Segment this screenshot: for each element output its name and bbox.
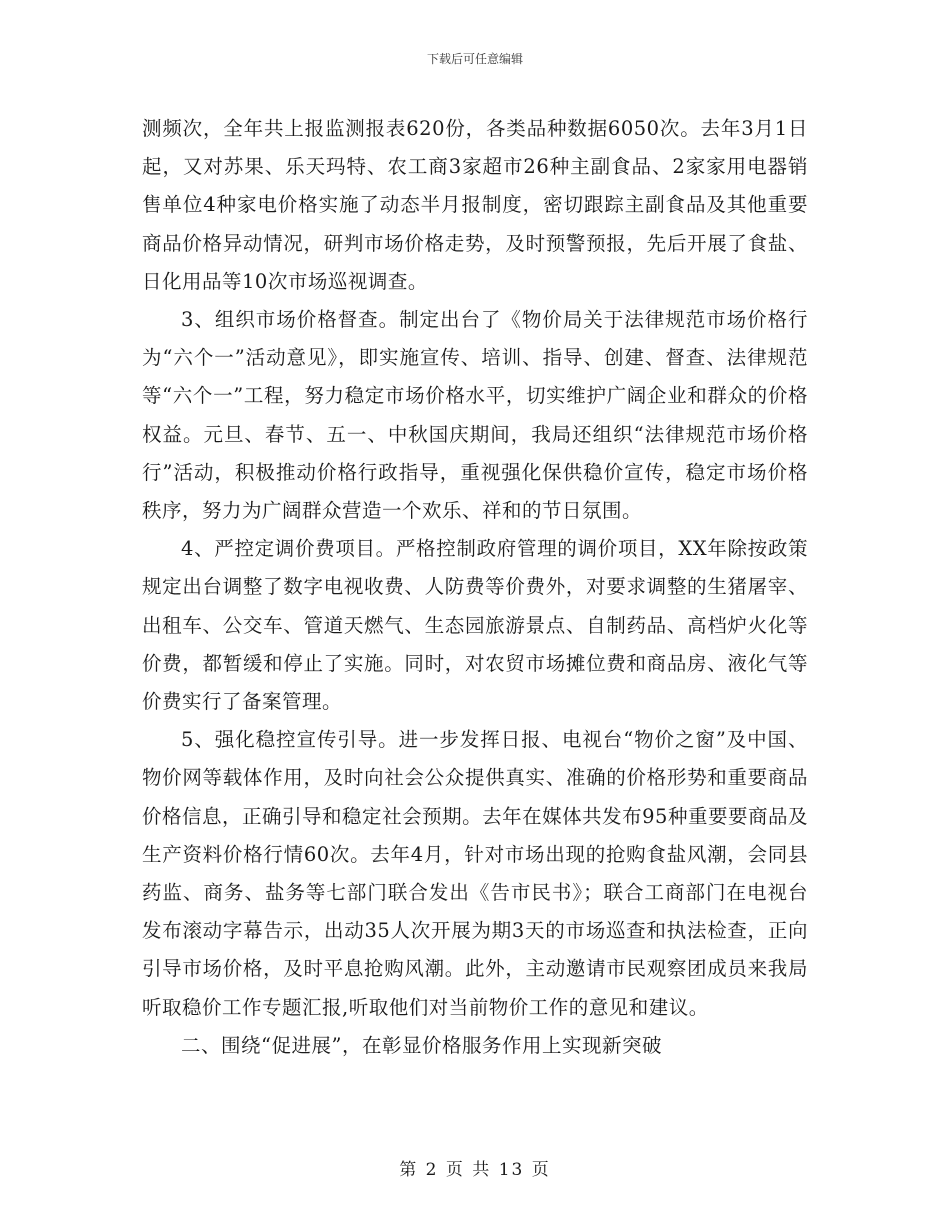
paragraph-2: 3、组织市场价格督查。制定出台了《物价局关于法律规范市场价格行为“六个一”活动意见》，即实施宣传、培训、指导、创建、督查、法律规范等“六个一”工程，努力稳定市场价格水平，切实维护广阔企业和群众的价格权益。元旦、春节、五一、中秋国庆期间，我局还组织“法律规范市场价格行”活动，积极推动价格行政指导，重视强化保供稳价宣传，稳定市场价格秩序，努力为广阔群众营造一个欢乐、祥和的节日氛围。 [142,308,808,523]
page-header: 下载后可任意编辑 [426,52,523,66]
paragraph-4: 5、强化稳控宣传引导。进一步发挥日报、电视台“物价之窗”及中国、物价网等载体作用，及时向社会公众提供真实、准确的价格形势和重要商品价格信息，正确引导和稳定社会预期。去年在媒体共发布95种重要要商品及生产资料价格行情60次。去年4月，针对市场出现的抢购食盐风潮，会同县药监、商务、盐务等七部门联合发出《告市民书》；联合工商部门在电视台发布滚动字幕告示，出动35人次开展为期3天的市场巡查和执法检查，正向引导市场价格，及时平息抢购风潮。此外，主动邀请市民观察团成员来我局听取稳价工作专题汇报,听取他们对当前物价工作的意见和建议。 [142,728,808,1019]
document-body [142,110,808,1065]
section-heading: 二、围绕“促进展”，在彰显价格服务作用上实现新突破 [181,1033,662,1057]
page-number-footer: 第 2 页 共 13 页 [399,1160,551,1180]
paragraph-3: 4、严控定调价费项目。严格控制政府管理的调价项目，XX年除按政策规定出台调整了数字电视收费、人防费等价费外，对要求调整的生猪屠宰、出租车、公交车、管道天燃气、生态园旅游景点、自制药品、高档炉火化等价费，都暂缓和停止了实施。同时，对农贸市场摊位费和商品房、液化气等价费实行了备案管理。 [142,537,808,714]
paragraph-1: 测频次，全年共上报监测报表620份，各类品种数据6050次。去年3月1日起，又对苏果、乐天玛特、农工商3家超市26种主副食品、2家家用电器销售单位4种家电价格实施了动态半月报制度，密切跟踪主副食品及其他重要商品价格异动情况，研判市场价格走势，及时预警预报，先后开展了食盐、日化用品等10次市场巡视调查。 [142,117,808,293]
